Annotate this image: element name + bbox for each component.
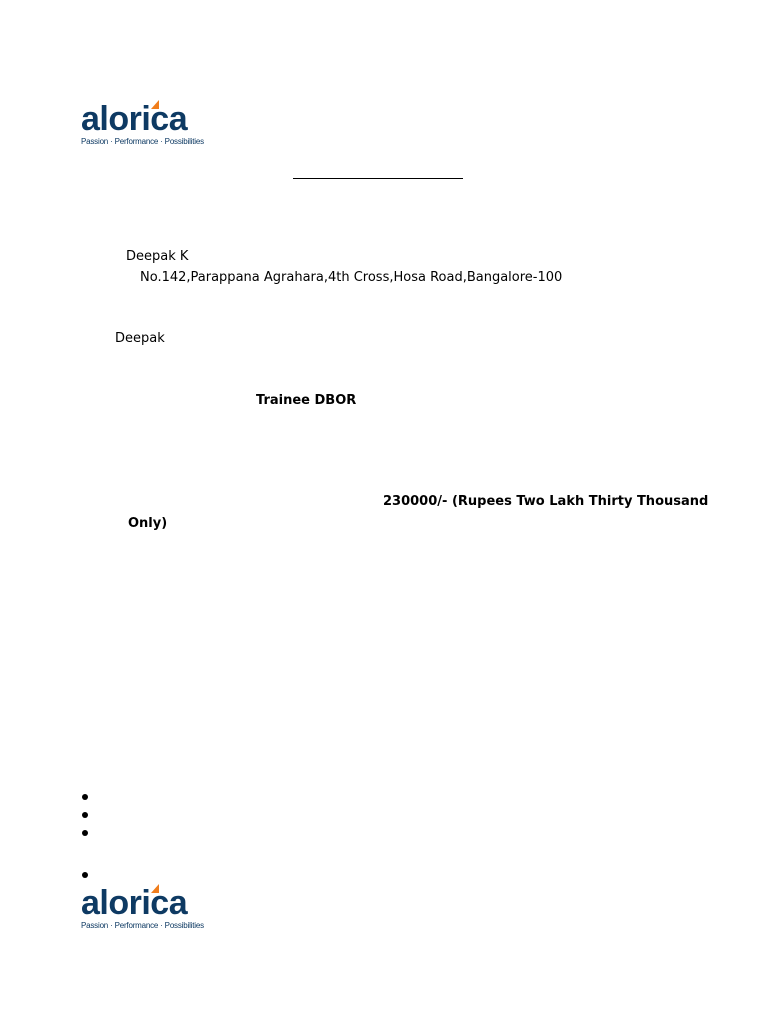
designation: Trainee DBOR [256,393,357,408]
bullet-icon [82,812,88,818]
company-logo-bottom [81,884,206,936]
logo-tagline: Passion · Performance · Possibilities [81,921,204,930]
logo-wordmark: alorica [81,100,188,138]
logo-accent-icon [151,100,159,109]
compensation-amount-continued: Only) [128,516,168,531]
logo-tagline: Passion · Performance · Possibilities [81,137,204,146]
recipient-name: Deepak K [126,249,189,264]
bullet-icon [82,830,88,836]
salutation-name: Deepak [115,331,165,346]
bullet-icon [82,872,88,878]
heading-underline [293,178,463,179]
bullet-icon [82,794,88,800]
logo-accent-icon [151,884,159,893]
compensation-amount: 230000/- (Rupees Two Lakh Thirty Thousand [383,494,709,509]
logo-wordmark: alorica [81,884,188,922]
recipient-address: No.142,Parappana Agrahara,4th Cross,Hosa Road,Bangalore-100 [140,270,563,285]
company-logo-top [81,100,206,152]
